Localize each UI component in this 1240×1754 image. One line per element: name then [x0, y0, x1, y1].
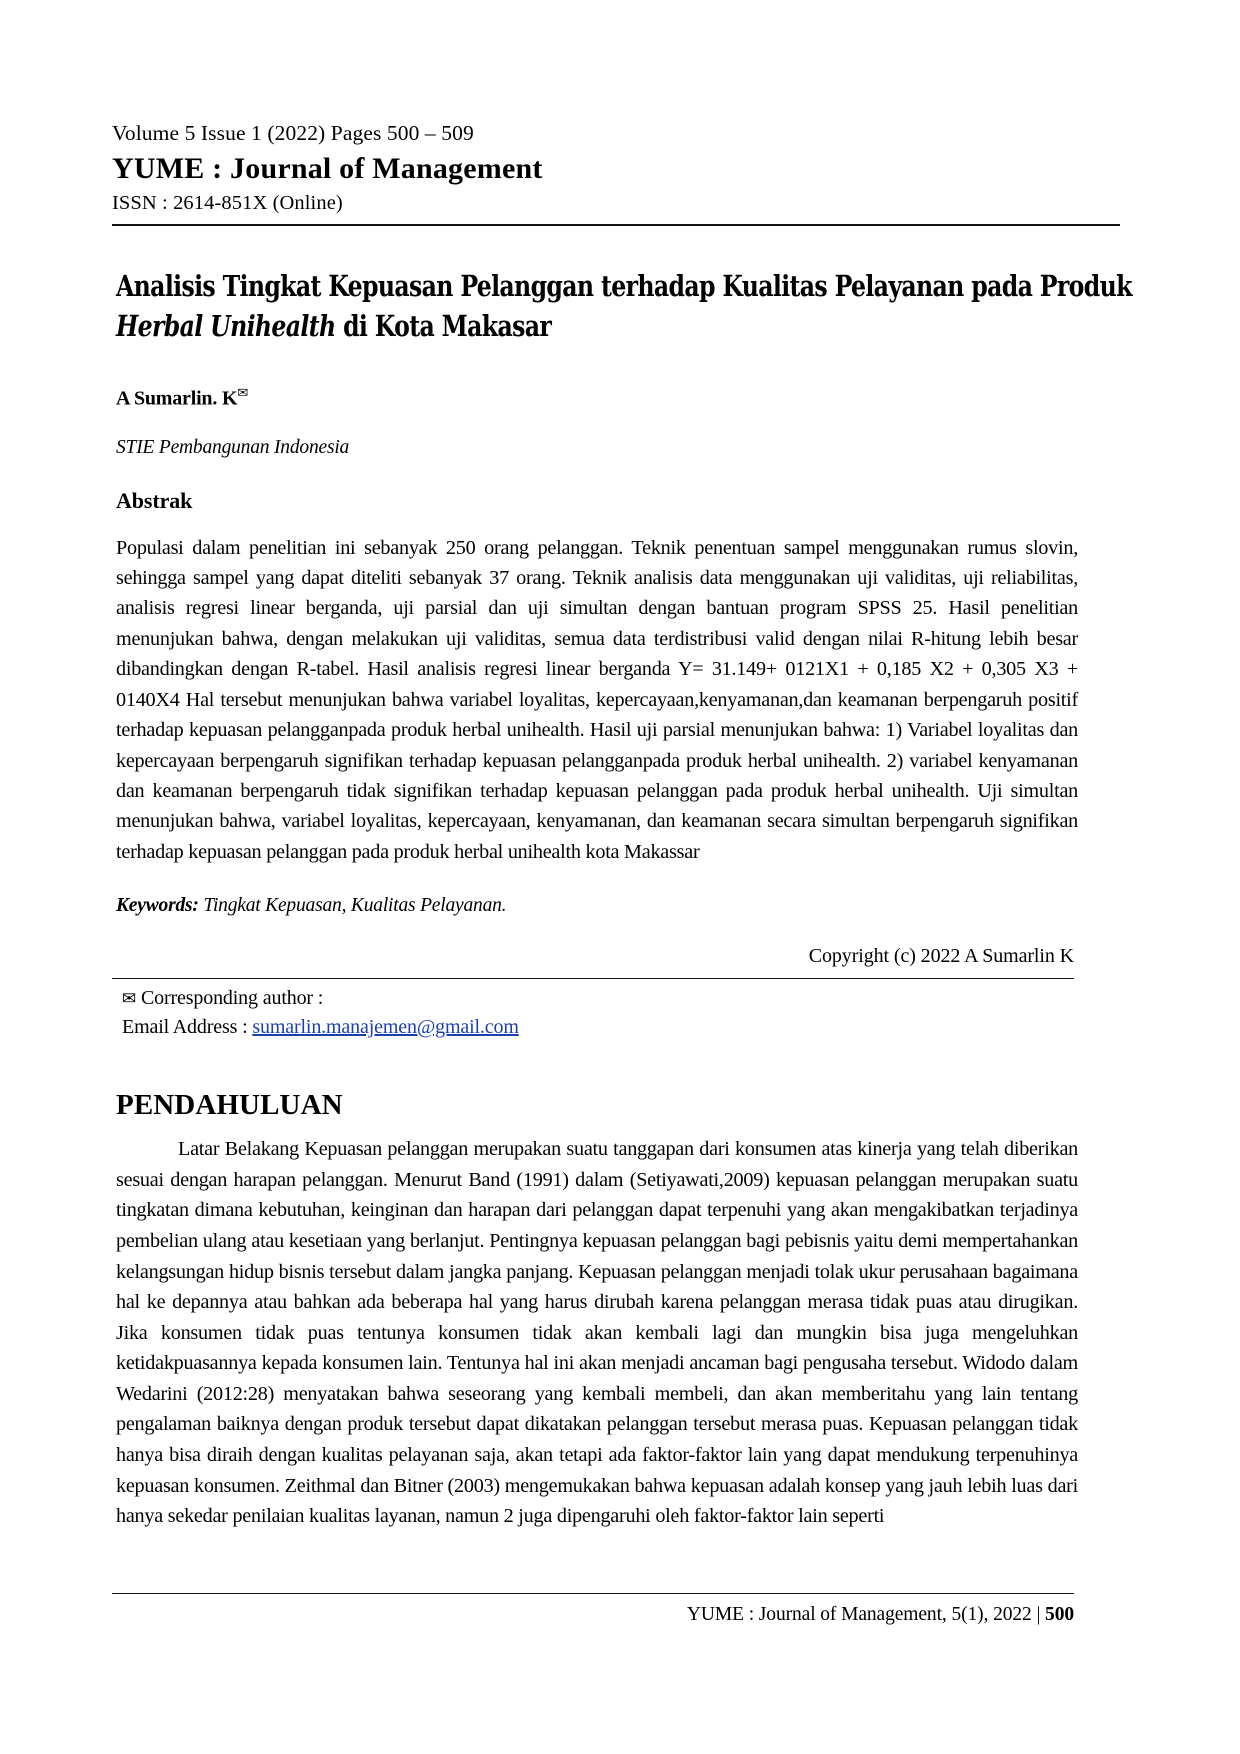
copyright-notice: Copyright (c) 2022 A Sumarlin K: [808, 945, 1074, 968]
author-label: A Sumarlin. K: [116, 387, 238, 410]
issn-line: ISSN : 2614-851X (Online): [112, 192, 343, 214]
keywords-label: Keywords:: [116, 895, 199, 917]
masthead-divider: [112, 224, 1120, 226]
introduction-paragraph: Latar Belakang Kepuasan pelanggan merupakan suatu tanggapan dari konsumen atas kinerja yang telah diberikan sesuai dengan harapan pelanggan. Menurut Band (1991) dalam (Setiyawati,2009) kepuasan pelanggan merupakan suatu tingkatan dimana kebutuhan, keinginan dan harapan dari pelanggan dapat terpenuhi yang akan mengakibatkan terjadinya pembelian ulang atau kesetiaan yang berlanjut. Pentingnya kepuasan pelanggan bagi pebisnis yaitu demi mempertahankan kelangsungan hidup bisnis tersebut dalam jangka panjang. Kepuasan pelanggan menjadi tolak ukur perusahaan bagaimana hal ke depannya atau bahkan ada beberapa hal yang harus dirubah karena pelanggan merasa tidak puas atau dirugikan. Jika konsumen tidak puas tentunya konsumen tidak akan kembali lagi dan mungkin bisa juga mengeluhkan ketidakpuasannya kepada konsumen lain. Tentunya hal ini akan menjadi ancaman bagi pengusaha tersebut. Widodo dalam Wedarini (2012:28) menyatakan bahwa seseorang yang kembali membeli, dan akan memberitahu yang lain tentang pengalaman baiknya dengan produk tersebut dapat dikatakan pelanggan tersebut merasa puas. Kepuasan pelanggan tidak hanya bisa diraih dengan kualitas pelayanan saja, akan tetapi ada faktor-faktor lain yang dapat mendukung terpenuhinya kepuasan konsumen. Zeithmal dan Bitner (2003) mengemukakan bahwa kepuasan adalah konsep yang jauh lebih luas dari hanya sekedar penilaian kualitas layanan, namun 2 juga dipengaruhi oleh faktor-faktor lain seperti: [116, 1138, 1078, 1528]
email-line: [122, 1013, 1120, 1042]
copyright-divider: [112, 978, 1074, 979]
article-title-part2: di Kota Makasar: [335, 309, 552, 343]
author-affiliation: STIE Pembangunan Indonesia: [116, 436, 350, 458]
abstract-body: Populasi dalam penelitian ini sebanyak 250 orang pelanggan. Teknik penentuan sampel menggunakan rumus slovin, sehingga sampel yang dapat diteliti sebanyak 37 orang. Teknik analisis data menggunakan uji validitas, uji reliabilitas, analisis regresi linear berganda, uji parsial dan uji simultan dengan bantuan program SPSS 25. Hasil penelitian menunjukan bahwa, dengan melakukan uji validitas, semua data terdistribusi valid dengan nilai R-hitung lebih besar dibandingkan dengan R-tabel. Hasil analisis regresi linear berganda Y= 31.149+ 0121X1 + 0,185 X2 + 0,305 X3 + 0140X4 Hal tersebut menunjukan bahwa variabel loyalitas, kepercayaan,kenyamanan,dan keamanan berpengaruh positif terhadap kepuasan pelangganpada produk herbal unihealth. Hasil uji parsial menunjukan bahwa: 1) Variabel loyalitas dan kepercayaan berpengaruh signifikan terhadap kepuasan pelangganpada produk herbal unihealth. 2) variabel kenyamanan dan keamanan berpengaruh tidak signifikan terhadap kepuasan pelanggan pada produk herbal unihealth. Uji simultan menunjukan bahwa, variabel loyalitas, kepercayaan, kenyamanan, dan keamanan secara simultan berpengaruh signifikan terhadap kepuasan pelanggan pada produk herbal unihealth kota Makassar: [116, 536, 1078, 863]
page-number: 500: [1045, 1604, 1074, 1625]
email-link[interactable]: sumarlin.manajemen@gmail.com: [252, 1016, 519, 1039]
keywords-value: Tingkat Kepuasan, Kualitas Pelayanan.: [198, 895, 507, 917]
footer-text: YUME : Journal of Management, 5(1), 2022 |: [686, 1604, 1046, 1625]
keywords: [116, 892, 1120, 920]
email-address-label: Email Address :: [122, 1016, 253, 1039]
footer-divider: [112, 1593, 1074, 1594]
journal-name: YUME : Journal of Management: [112, 152, 543, 185]
corresponding-author-label: Corresponding author :: [136, 987, 324, 1010]
envelope-icon-corresponding: ✉: [122, 989, 137, 1009]
corresponding-author-line: [122, 984, 1120, 1013]
corresponding-author-block: [122, 984, 1120, 1042]
section-heading-pendahuluan: PENDAHULUAN: [116, 1089, 343, 1122]
article-title-italic: Herbal Unihealth: [116, 309, 336, 343]
page-footer: [112, 1601, 1074, 1629]
abstract-heading: Abstrak: [116, 487, 193, 513]
article-title-part1: Analisis Tingkat Kepuasan Pelanggan terhadap Kualitas Pelayanan pada Produk: [116, 269, 1132, 303]
envelope-icon: ✉: [237, 385, 249, 400]
volume-issue-line: Volume 5 Issue 1 (2022) Pages 500 – 509: [112, 121, 474, 145]
article-title: [116, 266, 1136, 346]
journal-masthead: [112, 118, 1120, 217]
author-name: [116, 380, 1120, 412]
